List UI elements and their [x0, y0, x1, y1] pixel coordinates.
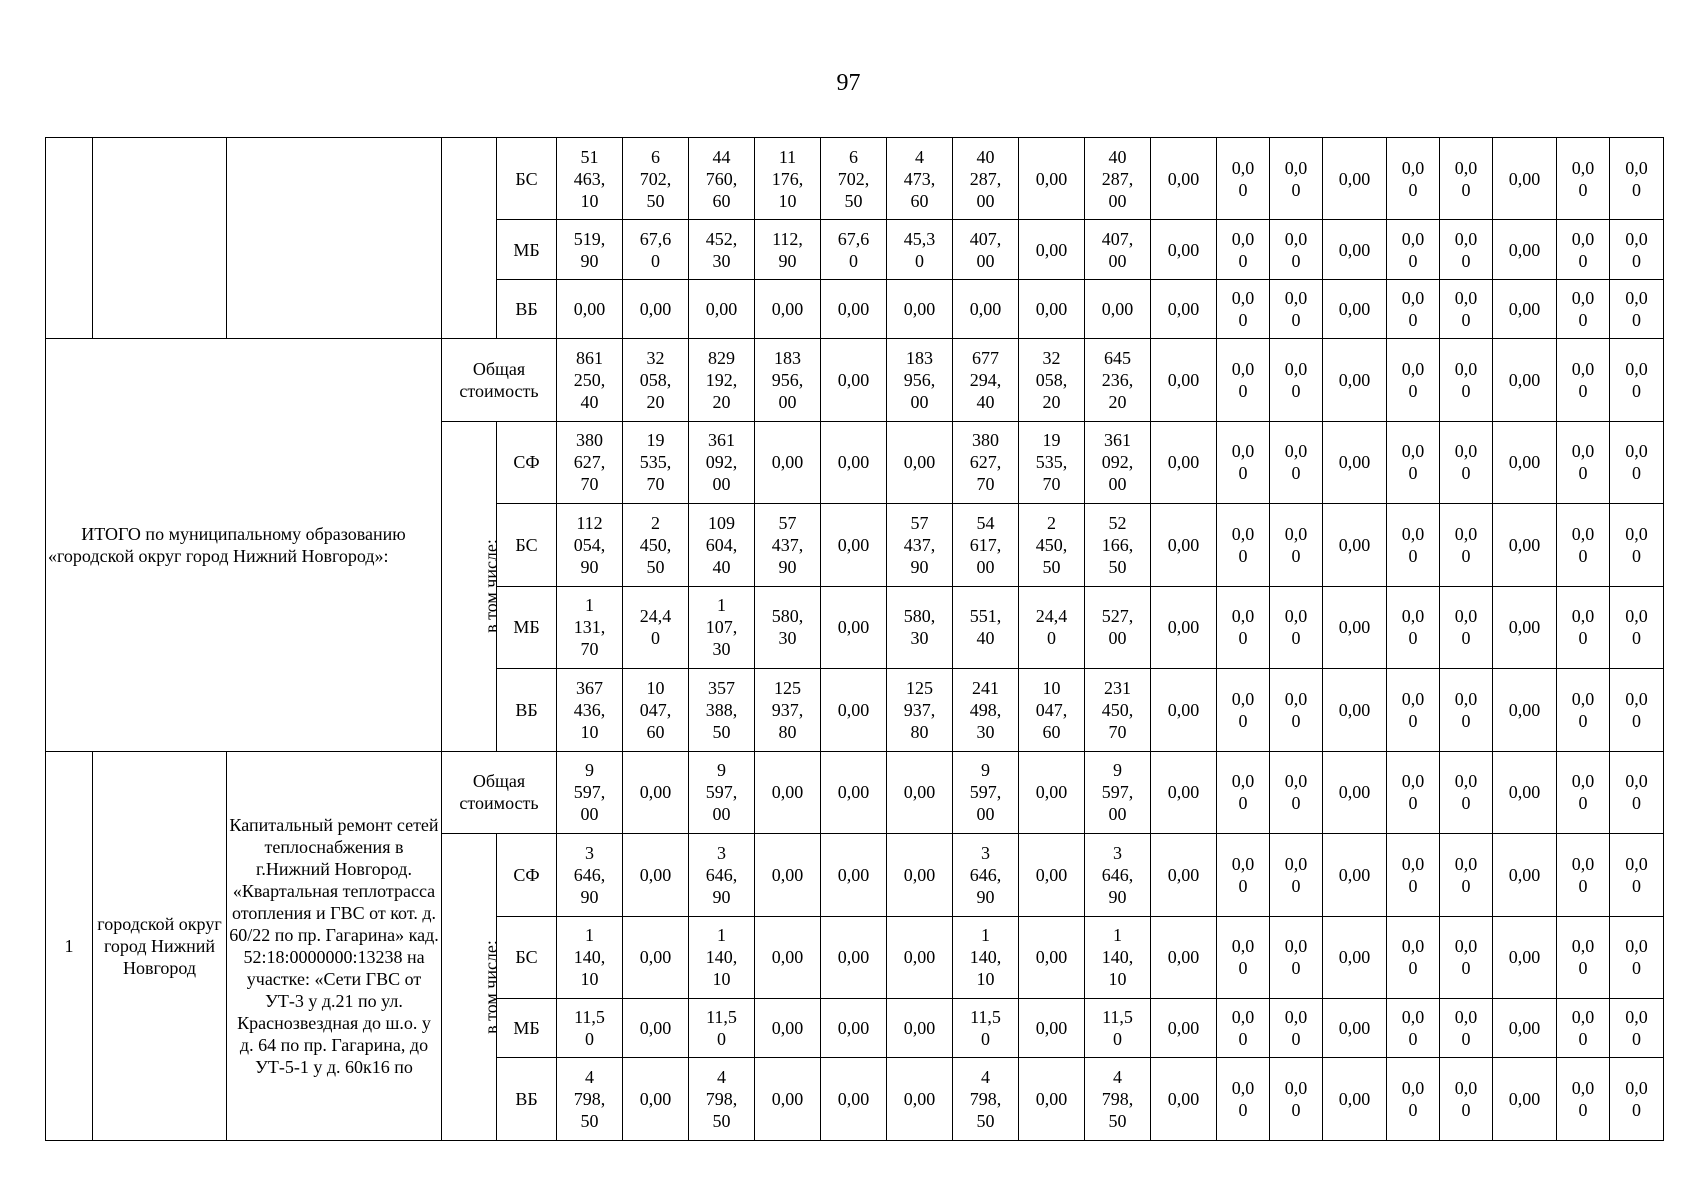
- value-cell: 11 176, 10: [755, 138, 821, 220]
- value-cell: 0,00: [1323, 1058, 1387, 1141]
- value-cell: 0,00: [1323, 279, 1387, 338]
- row-label-sf: СФ: [497, 421, 557, 503]
- value-cell: 0,0 0: [1440, 669, 1493, 751]
- value-cell: 0,00: [821, 834, 887, 916]
- value-cell: 183 956, 00: [887, 339, 953, 421]
- value-cell: 0,00: [623, 751, 689, 833]
- table-row: [46, 751, 1664, 833]
- value-cell: 0,0 0: [1557, 1058, 1610, 1141]
- value-cell: 0,0 0: [1610, 504, 1664, 586]
- value-cell: 4 798, 50: [953, 1058, 1019, 1141]
- value-cell: 0,0 0: [1217, 751, 1270, 833]
- value-cell: 0,0 0: [1557, 339, 1610, 421]
- value-cell: 580, 30: [755, 586, 821, 668]
- value-cell: 0,00: [755, 916, 821, 998]
- value-cell: 0,0 0: [1217, 586, 1270, 668]
- value-cell: 2 450, 50: [1019, 504, 1085, 586]
- value-cell: 580, 30: [887, 586, 953, 668]
- value-cell: 9 597, 00: [1085, 751, 1151, 833]
- value-cell: 0,00: [821, 421, 887, 503]
- value-cell: 0,0 0: [1610, 999, 1664, 1058]
- table-row: [46, 138, 1664, 220]
- value-cell: 9 597, 00: [953, 751, 1019, 833]
- value-cell: 0,0 0: [1387, 220, 1440, 279]
- value-cell: 0,0 0: [1557, 586, 1610, 668]
- value-cell: 11,5 0: [953, 999, 1019, 1058]
- value-cell: 11,5 0: [1085, 999, 1151, 1058]
- value-cell: 52 166, 50: [1085, 504, 1151, 586]
- value-cell: 4 798, 50: [1085, 1058, 1151, 1141]
- value-cell: 32 058, 20: [623, 339, 689, 421]
- value-cell: 0,00: [1151, 916, 1217, 998]
- value-cell: 0,0 0: [1440, 586, 1493, 668]
- value-cell: 519, 90: [557, 220, 623, 279]
- value-cell: 0,00: [1151, 999, 1217, 1058]
- value-cell: 407, 00: [1085, 220, 1151, 279]
- value-cell: 112 054, 90: [557, 504, 623, 586]
- value-cell: 4 473, 60: [887, 138, 953, 220]
- value-cell: 0,0 0: [1217, 220, 1270, 279]
- value-cell: 0,00: [1323, 916, 1387, 998]
- value-cell: 0,0 0: [1557, 279, 1610, 338]
- value-cell: 0,00: [821, 916, 887, 998]
- value-cell: 0,00: [623, 999, 689, 1058]
- value-cell: 11,5 0: [689, 999, 755, 1058]
- value-cell: 0,0 0: [1217, 504, 1270, 586]
- value-cell: 231 450, 70: [1085, 669, 1151, 751]
- value-cell: 0,0 0: [1557, 751, 1610, 833]
- value-cell: 861 250, 40: [557, 339, 623, 421]
- total-cost-label: Общая стоимость: [442, 339, 557, 421]
- value-cell: 0,00: [1151, 279, 1217, 338]
- value-cell: 0,0 0: [1610, 138, 1664, 220]
- value-cell: 0,00: [623, 916, 689, 998]
- value-cell: 0,0 0: [1440, 834, 1493, 916]
- value-cell: 0,0 0: [1270, 279, 1323, 338]
- value-cell: 0,00: [1019, 138, 1085, 220]
- value-cell: 10 047, 60: [623, 669, 689, 751]
- value-cell: 0,00: [623, 834, 689, 916]
- value-cell: 1 140, 10: [1085, 916, 1151, 998]
- value-cell: 40 287, 00: [953, 138, 1019, 220]
- value-cell: 0,00: [1493, 999, 1557, 1058]
- value-cell: 0,0 0: [1440, 1058, 1493, 1141]
- value-cell: 0,0 0: [1270, 339, 1323, 421]
- value-cell: 51 463, 10: [557, 138, 623, 220]
- value-cell: 0,0 0: [1270, 751, 1323, 833]
- including-label: в том числе:: [480, 940, 501, 1034]
- value-cell: 0,00: [1323, 504, 1387, 586]
- value-cell: 380 627, 70: [953, 421, 1019, 503]
- value-cell: 0,0 0: [1440, 339, 1493, 421]
- value-cell: 0,00: [1151, 220, 1217, 279]
- value-cell: 0,00: [1019, 1058, 1085, 1141]
- value-cell: 0,0 0: [1217, 339, 1270, 421]
- value-cell: 0,00: [1323, 220, 1387, 279]
- row-label-vb: ВБ: [497, 669, 557, 751]
- value-cell: 1 140, 10: [557, 916, 623, 998]
- value-cell: 3 646, 90: [1085, 834, 1151, 916]
- value-cell: 0,00: [1019, 279, 1085, 338]
- value-cell: 0,0 0: [1270, 138, 1323, 220]
- value-cell: 0,00: [1323, 834, 1387, 916]
- row-label-mb: МБ: [497, 220, 557, 279]
- value-cell: 367 436, 10: [557, 669, 623, 751]
- value-cell: 0,00: [1493, 339, 1557, 421]
- value-cell: 0,0 0: [1270, 916, 1323, 998]
- value-cell: 0,00: [1323, 586, 1387, 668]
- value-cell: 0,0 0: [1610, 279, 1664, 338]
- value-cell: 0,0 0: [1387, 916, 1440, 998]
- value-cell: 0,00: [755, 279, 821, 338]
- value-cell: 0,0 0: [1217, 279, 1270, 338]
- funding-table: [45, 137, 1664, 1141]
- value-cell: 1 107, 30: [689, 586, 755, 668]
- value-cell: 32 058, 20: [1019, 339, 1085, 421]
- value-cell: 4 798, 50: [689, 1058, 755, 1141]
- value-cell: 1 140, 10: [953, 916, 1019, 998]
- value-cell: 0,0 0: [1557, 916, 1610, 998]
- value-cell: 0,00: [1493, 916, 1557, 998]
- including-label-cell: [442, 834, 501, 1141]
- row-label-vb: ВБ: [497, 279, 557, 338]
- value-cell: 0,00: [1019, 999, 1085, 1058]
- value-cell: 0,00: [1019, 751, 1085, 833]
- value-cell: 0,00: [1493, 279, 1557, 338]
- value-cell: 0,00: [755, 999, 821, 1058]
- value-cell: 241 498, 30: [953, 669, 1019, 751]
- value-cell: 0,00: [821, 339, 887, 421]
- value-cell: 0,0 0: [1440, 279, 1493, 338]
- value-cell: 1 131, 70: [557, 586, 623, 668]
- value-cell: 0,0 0: [1270, 999, 1323, 1058]
- value-cell: 380 627, 70: [557, 421, 623, 503]
- value-cell: 9 597, 00: [557, 751, 623, 833]
- value-cell: 54 617, 00: [953, 504, 1019, 586]
- value-cell: 0,0 0: [1270, 504, 1323, 586]
- value-cell: 645 236, 20: [1085, 339, 1151, 421]
- value-cell: 0,0 0: [1387, 138, 1440, 220]
- value-cell: 0,0 0: [1217, 834, 1270, 916]
- value-cell: 0,0 0: [1387, 834, 1440, 916]
- value-cell: 0,00: [755, 834, 821, 916]
- value-cell: 0,00: [821, 669, 887, 751]
- value-cell: 0,0 0: [1557, 421, 1610, 503]
- including-label: в том числе:: [480, 539, 501, 634]
- value-cell: 0,00: [1151, 751, 1217, 833]
- value-cell: 0,0 0: [1217, 1058, 1270, 1141]
- value-cell: 0,00: [623, 279, 689, 338]
- value-cell: 57 437, 90: [755, 504, 821, 586]
- value-cell: 677 294, 40: [953, 339, 1019, 421]
- cell-empty-including: [442, 138, 497, 339]
- value-cell: 3 646, 90: [953, 834, 1019, 916]
- page-number: 97: [836, 70, 861, 96]
- value-cell: 0,0 0: [1270, 586, 1323, 668]
- value-cell: 1 140, 10: [689, 916, 755, 998]
- value-cell: 0,00: [1323, 669, 1387, 751]
- value-cell: 527, 00: [1085, 586, 1151, 668]
- row-label-bs: БС: [497, 916, 557, 998]
- value-cell: 0,00: [557, 279, 623, 338]
- value-cell: 6 702, 50: [623, 138, 689, 220]
- value-cell: 0,0 0: [1270, 421, 1323, 503]
- value-cell: 0,00: [887, 279, 953, 338]
- value-cell: 829 192, 20: [689, 339, 755, 421]
- value-cell: 2 450, 50: [623, 504, 689, 586]
- value-cell: 0,00: [1493, 220, 1557, 279]
- value-cell: 452, 30: [689, 220, 755, 279]
- value-cell: 57 437, 90: [887, 504, 953, 586]
- value-cell: 0,00: [1151, 504, 1217, 586]
- value-cell: 0,00: [755, 1058, 821, 1141]
- value-cell: 0,0 0: [1270, 1058, 1323, 1141]
- value-cell: 0,0 0: [1557, 504, 1610, 586]
- value-cell: 357 388, 50: [689, 669, 755, 751]
- value-cell: 0,0 0: [1610, 421, 1664, 503]
- value-cell: 0,0 0: [1217, 669, 1270, 751]
- value-cell: 3 646, 90: [689, 834, 755, 916]
- row-label-vb: ВБ: [497, 1058, 557, 1141]
- value-cell: 0,00: [1151, 339, 1217, 421]
- value-cell: 0,00: [821, 751, 887, 833]
- value-cell: 0,00: [1493, 504, 1557, 586]
- value-cell: 0,0 0: [1557, 669, 1610, 751]
- value-cell: 0,00: [821, 279, 887, 338]
- value-cell: 125 937, 80: [887, 669, 953, 751]
- value-cell: 0,0 0: [1387, 421, 1440, 503]
- value-cell: 0,00: [1151, 1058, 1217, 1141]
- value-cell: 0,00: [755, 421, 821, 503]
- value-cell: 109 604, 40: [689, 504, 755, 586]
- cell-empty-municipality: [93, 138, 227, 339]
- value-cell: 10 047, 60: [1019, 669, 1085, 751]
- table-row: [46, 339, 1664, 421]
- row-label-bs: БС: [497, 138, 557, 220]
- value-cell: 0,0 0: [1217, 916, 1270, 998]
- municipal-total-label: ИТОГО по муниципальному образованию «городской округ город Нижний Новгород»:: [46, 339, 442, 751]
- value-cell: 44 760, 60: [689, 138, 755, 220]
- value-cell: 0,00: [1493, 669, 1557, 751]
- value-cell: 0,0 0: [1217, 421, 1270, 503]
- value-cell: 0,0 0: [1440, 751, 1493, 833]
- value-cell: 0,0 0: [1440, 916, 1493, 998]
- value-cell: 0,00: [887, 999, 953, 1058]
- value-cell: 19 535, 70: [623, 421, 689, 503]
- value-cell: 0,0 0: [1387, 751, 1440, 833]
- row-label-mb: МБ: [497, 999, 557, 1058]
- value-cell: 0,0 0: [1440, 138, 1493, 220]
- value-cell: 0,0 0: [1557, 834, 1610, 916]
- value-cell: 361 092, 00: [689, 421, 755, 503]
- value-cell: 0,00: [1323, 751, 1387, 833]
- row-label-bs: БС: [497, 504, 557, 586]
- value-cell: 0,00: [1019, 916, 1085, 998]
- value-cell: 0,0 0: [1387, 504, 1440, 586]
- value-cell: 0,0 0: [1610, 586, 1664, 668]
- value-cell: 0,00: [1493, 1058, 1557, 1141]
- value-cell: 0,00: [1151, 586, 1217, 668]
- value-cell: 0,0 0: [1440, 220, 1493, 279]
- value-cell: 407, 00: [953, 220, 1019, 279]
- value-cell: 0,0 0: [1387, 339, 1440, 421]
- value-cell: 11,5 0: [557, 999, 623, 1058]
- value-cell: 0,00: [1323, 421, 1387, 503]
- value-cell: 3 646, 90: [557, 834, 623, 916]
- value-cell: 0,00: [1151, 421, 1217, 503]
- value-cell: 0,00: [821, 1058, 887, 1141]
- value-cell: 4 798, 50: [557, 1058, 623, 1141]
- value-cell: 0,0 0: [1270, 220, 1323, 279]
- item-municipality: городской округ город Нижний Новгород: [93, 751, 227, 1140]
- value-cell: 0,0 0: [1387, 669, 1440, 751]
- value-cell: 0,0 0: [1610, 339, 1664, 421]
- value-cell: 0,0 0: [1557, 220, 1610, 279]
- value-cell: 0,00: [887, 834, 953, 916]
- value-cell: 0,0 0: [1440, 421, 1493, 503]
- value-cell: 0,00: [821, 504, 887, 586]
- value-cell: 0,00: [1493, 421, 1557, 503]
- row-label-mb: МБ: [497, 586, 557, 668]
- value-cell: 183 956, 00: [755, 339, 821, 421]
- value-cell: 0,0 0: [1610, 220, 1664, 279]
- total-cost-label: Общая стоимость: [442, 751, 557, 833]
- value-cell: 0,0 0: [1610, 669, 1664, 751]
- value-cell: 0,00: [1085, 279, 1151, 338]
- value-cell: 125 937, 80: [755, 669, 821, 751]
- value-cell: 0,00: [1323, 138, 1387, 220]
- value-cell: 19 535, 70: [1019, 421, 1085, 503]
- value-cell: 0,00: [887, 1058, 953, 1141]
- value-cell: 0,00: [1019, 834, 1085, 916]
- value-cell: 0,0 0: [1440, 504, 1493, 586]
- value-cell: 551, 40: [953, 586, 1019, 668]
- value-cell: 0,00: [1493, 834, 1557, 916]
- value-cell: 0,0 0: [1217, 999, 1270, 1058]
- item-number: 1: [46, 751, 93, 1140]
- value-cell: 0,00: [887, 751, 953, 833]
- value-cell: 0,0 0: [1270, 834, 1323, 916]
- value-cell: 0,0 0: [1440, 999, 1493, 1058]
- value-cell: 0,0 0: [1610, 916, 1664, 998]
- row-label-sf: СФ: [497, 834, 557, 916]
- value-cell: 0,00: [1019, 220, 1085, 279]
- value-cell: 0,00: [953, 279, 1019, 338]
- value-cell: 6 702, 50: [821, 138, 887, 220]
- value-cell: 24,4 0: [623, 586, 689, 668]
- value-cell: 24,4 0: [1019, 586, 1085, 668]
- value-cell: 0,00: [1151, 138, 1217, 220]
- value-cell: 0,0 0: [1610, 834, 1664, 916]
- item-description: Капитальный ремонт сетей теплоснабжения в г.Нижний Новгород. «Квартальная теплотрасса отопления и ГВС от кот. д. 60/22 по пр. Гагарина» кад. 52:18:0000000:13238 на участке: «Сети ГВС от УТ-3 у д.21 по ул. Краснозвездная до ш.о. у д. 64 по пр. Гагарина, до УТ-5-1 у д. 60к16 по: [227, 751, 442, 1140]
- value-cell: 45,3 0: [887, 220, 953, 279]
- value-cell: 0,00: [689, 279, 755, 338]
- value-cell: 0,0 0: [1387, 999, 1440, 1058]
- value-cell: 0,0 0: [1387, 279, 1440, 338]
- value-cell: 0,0 0: [1387, 586, 1440, 668]
- value-cell: 0,0 0: [1610, 751, 1664, 833]
- value-cell: 361 092, 00: [1085, 421, 1151, 503]
- value-cell: 67,6 0: [821, 220, 887, 279]
- value-cell: 0,0 0: [1557, 138, 1610, 220]
- value-cell: 0,0 0: [1270, 669, 1323, 751]
- value-cell: 0,00: [1493, 586, 1557, 668]
- value-cell: 40 287, 00: [1085, 138, 1151, 220]
- cell-empty-description: [227, 138, 442, 339]
- value-cell: 0,0 0: [1217, 138, 1270, 220]
- value-cell: 0,00: [887, 916, 953, 998]
- value-cell: 0,00: [1323, 339, 1387, 421]
- value-cell: 67,6 0: [623, 220, 689, 279]
- value-cell: 0,00: [1151, 669, 1217, 751]
- value-cell: 0,00: [623, 1058, 689, 1141]
- cell-empty-num: [46, 138, 93, 339]
- value-cell: 0,00: [1493, 751, 1557, 833]
- value-cell: 0,0 0: [1387, 1058, 1440, 1141]
- value-cell: 0,00: [1493, 138, 1557, 220]
- value-cell: 0,00: [1323, 999, 1387, 1058]
- value-cell: 9 597, 00: [689, 751, 755, 833]
- including-label-cell: [442, 421, 501, 751]
- value-cell: 0,00: [755, 751, 821, 833]
- value-cell: 112, 90: [755, 220, 821, 279]
- value-cell: 0,00: [821, 586, 887, 668]
- value-cell: 0,00: [1151, 834, 1217, 916]
- value-cell: 0,00: [887, 421, 953, 503]
- value-cell: 0,00: [821, 999, 887, 1058]
- value-cell: 0,0 0: [1610, 1058, 1664, 1141]
- value-cell: 0,0 0: [1557, 999, 1610, 1058]
